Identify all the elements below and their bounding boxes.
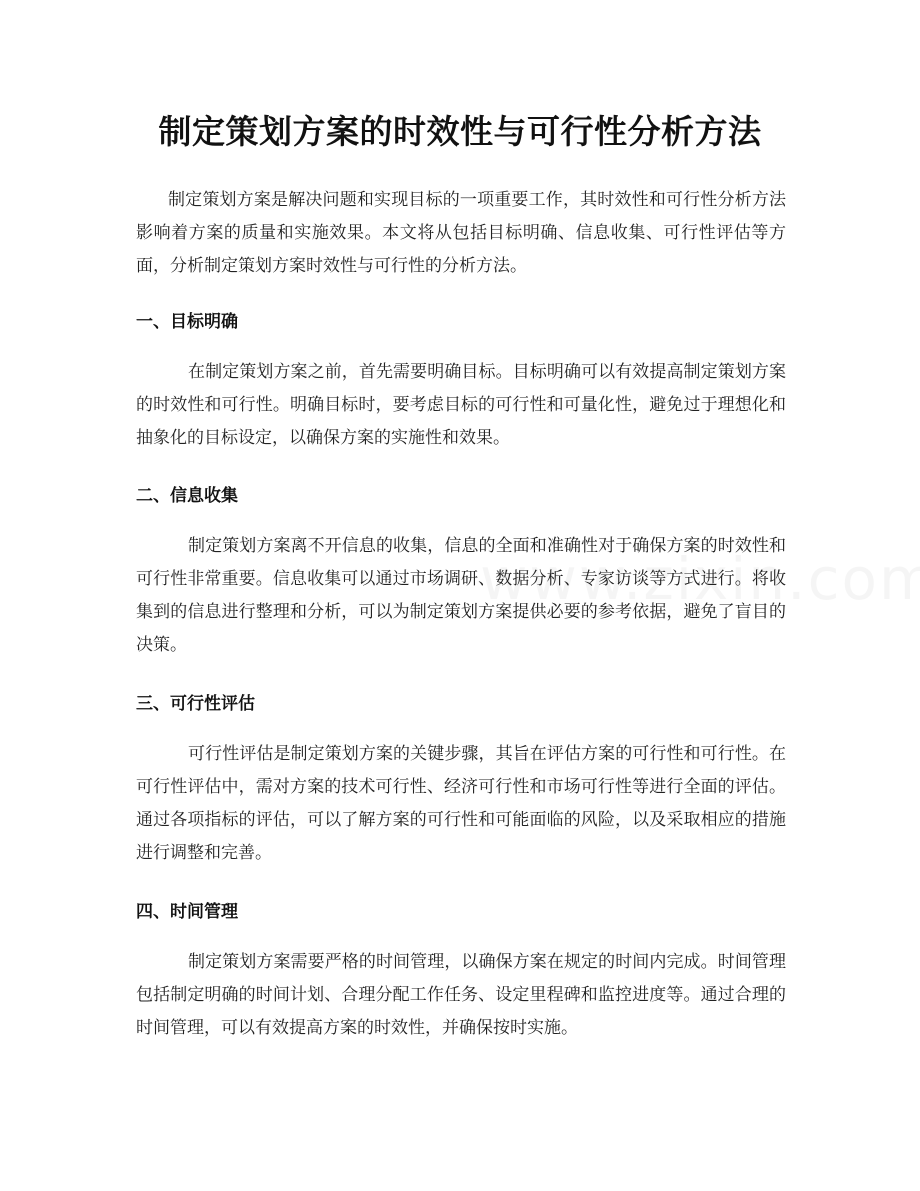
section-heading-time-management: 四、时间管理 — [136, 902, 238, 922]
section-heading-feasibility: 三、可行性评估 — [136, 694, 255, 714]
section-body-information: 制定策划方案离不开信息的收集，信息的全面和准确性对于确保方案的时效性和可行性非常重要。信息收集可以通过市场调研、数据分析、专家访谈等方式进行。将收集到的信息进行整理和分析，可以为制定策划方案提供必要的参考依据，避免了盲目的决策。 — [136, 536, 786, 655]
section-heading-information: 二、信息收集 — [136, 486, 238, 506]
section-body-time-management: 制定策划方案需要严格的时间管理，以确保方案在规定的时间内完成。时间管理包括制定明确的时间计划、合理分配工作任务、设定里程碑和监控进度等。通过合理的时间管理，可以有效提高方案的时效性，并确保按时实施。 — [136, 952, 786, 1038]
section-body-goals: 在制定策划方案之前，首先需要明确目标。目标明确可以有效提高制定策划方案的时效性和可行性。明确目标时，要考虑目标的可行性和可量化性，避免过于理想化和抽象化的目标设定，以确保方案的实施性和效果。 — [136, 362, 786, 448]
section-body-feasibility: 可行性评估是制定策划方案的关键步骤，其旨在评估方案的可行性和可行性。在可行性评估中，需对方案的技术可行性、经济可行性和市场可行性等进行全面的评估。通过各项指标的评估，可以了解方案的可行性和可能面临的风险，以及采取相应的措施进行调整和完善。 — [136, 744, 786, 863]
document-title: 制定策划方案的时效性与可行性分析方法 — [158, 112, 762, 151]
intro-paragraph: 制定策划方案是解决问题和实现目标的一项重要工作，其时效性和可行性分析方法影响着方案的质量和实施效果。本文将从包括目标明确、信息收集、可行性评估等方面，分析制定策划方案时效性与可行性的分析方法。 — [136, 190, 786, 276]
section-heading-goals: 一、目标明确 — [136, 312, 238, 332]
